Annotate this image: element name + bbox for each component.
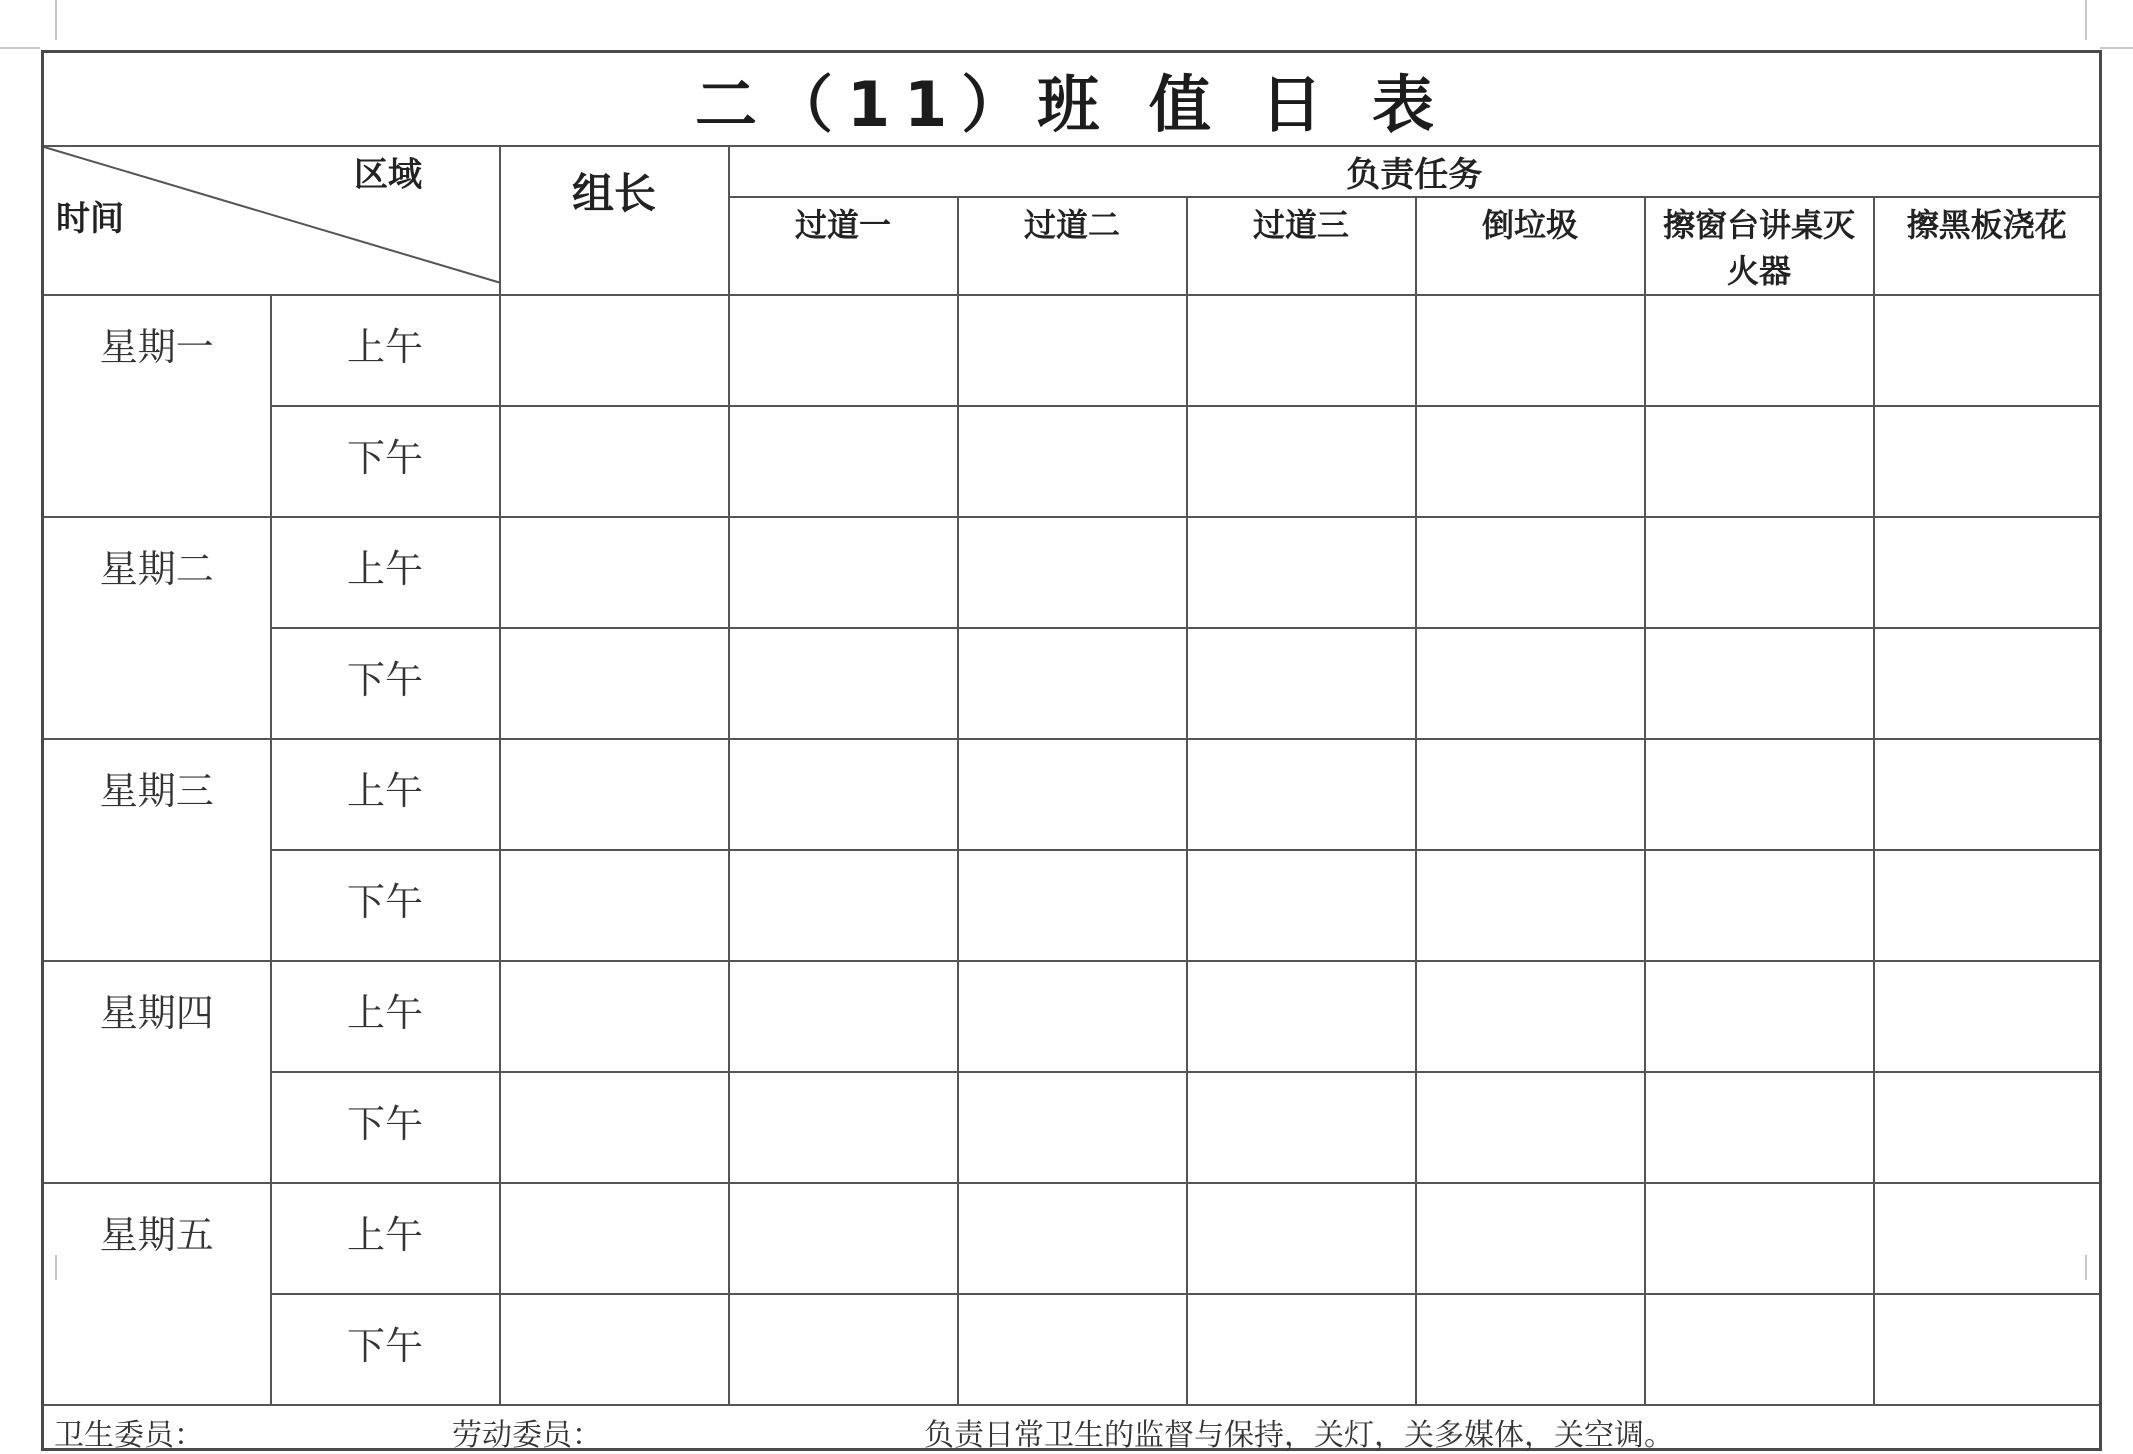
leader-cell <box>500 1072 729 1183</box>
task-cell <box>1187 961 1416 1072</box>
task-cell <box>1416 406 1645 517</box>
task-cell <box>1645 961 1874 1072</box>
task-cell <box>958 850 1187 961</box>
day-label: 星期三 <box>43 739 271 961</box>
task-cell <box>1416 628 1645 739</box>
task-cell <box>958 1183 1187 1294</box>
table-row <box>43 628 2101 739</box>
task-cell <box>1874 517 2101 628</box>
task-cell <box>1416 1072 1645 1183</box>
duty-roster-table <box>41 50 2102 1451</box>
task-cell <box>958 961 1187 1072</box>
task-cell <box>729 850 958 961</box>
period-label: 下午 <box>271 1294 500 1405</box>
day-label: 星期一 <box>43 295 271 517</box>
task-cell <box>1187 1183 1416 1294</box>
task-cell <box>729 406 958 517</box>
page-corner-mark-top-left-v <box>55 0 57 40</box>
duty-note: 负责日常卫生的监督与保持，关灯，关多媒体，关空调。 <box>924 1418 1674 1453</box>
task-cell <box>1416 1183 1645 1294</box>
task-cell <box>1874 1183 2101 1294</box>
task-cell <box>1416 295 1645 406</box>
task-cell <box>1874 406 2101 517</box>
task-label: 擦窗台讲桌灭火器 <box>1662 206 1855 290</box>
task-cell <box>1645 1183 1874 1294</box>
duty-roster-sheet <box>41 50 2099 1453</box>
region-label: 区域 <box>354 155 422 195</box>
task-label: 擦黑板浇花 <box>1906 206 2067 244</box>
leader-cell <box>500 739 729 850</box>
task-cell <box>1874 961 2101 1072</box>
task-cell <box>1645 628 1874 739</box>
task-cell <box>729 739 958 850</box>
period-label: 上午 <box>271 517 500 628</box>
header-row-1 <box>43 146 2101 197</box>
leader-cell <box>500 517 729 628</box>
task-cell <box>729 517 958 628</box>
labor-committee-label: 劳动委员： <box>452 1418 602 1453</box>
task-cell <box>958 295 1187 406</box>
task-cell <box>1416 850 1645 961</box>
table-row <box>43 517 2101 628</box>
task-cell <box>958 739 1187 850</box>
task-header-aisle-3 <box>1187 197 1416 295</box>
task-header-blackboard <box>1874 197 2101 295</box>
table-row <box>43 1183 2101 1294</box>
task-cell <box>1645 406 1874 517</box>
day-label: 星期四 <box>43 961 271 1183</box>
day-label: 星期二 <box>43 517 271 739</box>
task-cell <box>1187 517 1416 628</box>
task-cell <box>958 406 1187 517</box>
table-row <box>43 850 2101 961</box>
table-row <box>43 961 2101 1072</box>
task-cell <box>1187 1294 1416 1405</box>
task-cell <box>1416 961 1645 1072</box>
table-row <box>43 1072 2101 1183</box>
day-label: 星期五 <box>43 1183 271 1405</box>
task-cell <box>1645 739 1874 850</box>
task-cell <box>1416 1294 1645 1405</box>
task-header-windowsill <box>1645 197 1874 295</box>
table-row <box>43 406 2101 517</box>
page-corner-mark-top-right-v <box>2085 0 2087 40</box>
leader-cell <box>500 1183 729 1294</box>
table-row <box>43 295 2101 406</box>
diagonal-header-cell <box>43 146 500 295</box>
footer-row <box>43 1405 2101 1450</box>
leader-header: 组长 <box>500 146 729 295</box>
period-label: 上午 <box>271 295 500 406</box>
period-label: 下午 <box>271 628 500 739</box>
title-row <box>43 52 2101 147</box>
leader-cell <box>500 850 729 961</box>
task-cell <box>1416 739 1645 850</box>
period-label: 上午 <box>271 1183 500 1294</box>
leader-cell <box>500 295 729 406</box>
task-cell <box>958 1072 1187 1183</box>
period-label: 上午 <box>271 739 500 850</box>
task-cell <box>1645 850 1874 961</box>
task-label: 倒垃圾 <box>1481 206 1578 244</box>
task-cell <box>729 295 958 406</box>
page-corner-mark-top-left-h <box>0 47 40 49</box>
task-cell <box>729 628 958 739</box>
task-cell <box>1874 295 2101 406</box>
task-cell <box>958 628 1187 739</box>
footer-cell <box>43 1405 2101 1453</box>
table-row <box>43 739 2101 850</box>
leader-cell <box>500 628 729 739</box>
task-cell <box>729 1294 958 1405</box>
task-cell <box>1645 517 1874 628</box>
time-label: 时间 <box>56 199 124 239</box>
period-label: 下午 <box>271 850 500 961</box>
period-label: 下午 <box>271 1072 500 1183</box>
task-cell <box>1416 517 1645 628</box>
page-title: 二（11）班 值 日 表 <box>43 52 2101 147</box>
task-cell <box>1645 295 1874 406</box>
tasks-header: 负责任务 <box>729 146 2101 197</box>
table-row <box>43 1294 2101 1405</box>
task-cell <box>1874 1294 2101 1405</box>
task-cell <box>729 961 958 1072</box>
leader-cell <box>500 406 729 517</box>
task-header-aisle-1 <box>729 197 958 295</box>
hygiene-committee-label: 卫生委员： <box>54 1418 204 1453</box>
task-header-aisle-2 <box>958 197 1187 295</box>
task-cell <box>1187 406 1416 517</box>
task-cell <box>1645 1072 1874 1183</box>
task-header-trash <box>1416 197 1645 295</box>
task-label: 过道三 <box>1252 206 1349 244</box>
task-cell <box>1187 295 1416 406</box>
leader-cell <box>500 1294 729 1405</box>
task-cell <box>1874 628 2101 739</box>
task-label: 过道二 <box>1023 206 1120 244</box>
task-cell <box>1187 1072 1416 1183</box>
task-cell <box>729 1072 958 1183</box>
task-cell <box>1874 1072 2101 1183</box>
task-label: 过道一 <box>794 206 891 244</box>
task-cell <box>1874 739 2101 850</box>
task-cell <box>1874 850 2101 961</box>
leader-cell <box>500 961 729 1072</box>
period-label: 上午 <box>271 961 500 1072</box>
task-cell <box>958 1294 1187 1405</box>
period-label: 下午 <box>271 406 500 517</box>
task-cell <box>1645 1294 1874 1405</box>
task-cell <box>1187 739 1416 850</box>
task-cell <box>1187 628 1416 739</box>
task-cell <box>1187 850 1416 961</box>
task-cell <box>958 517 1187 628</box>
task-cell <box>729 1183 958 1294</box>
page-corner-mark-top-right-h <box>2100 47 2133 49</box>
